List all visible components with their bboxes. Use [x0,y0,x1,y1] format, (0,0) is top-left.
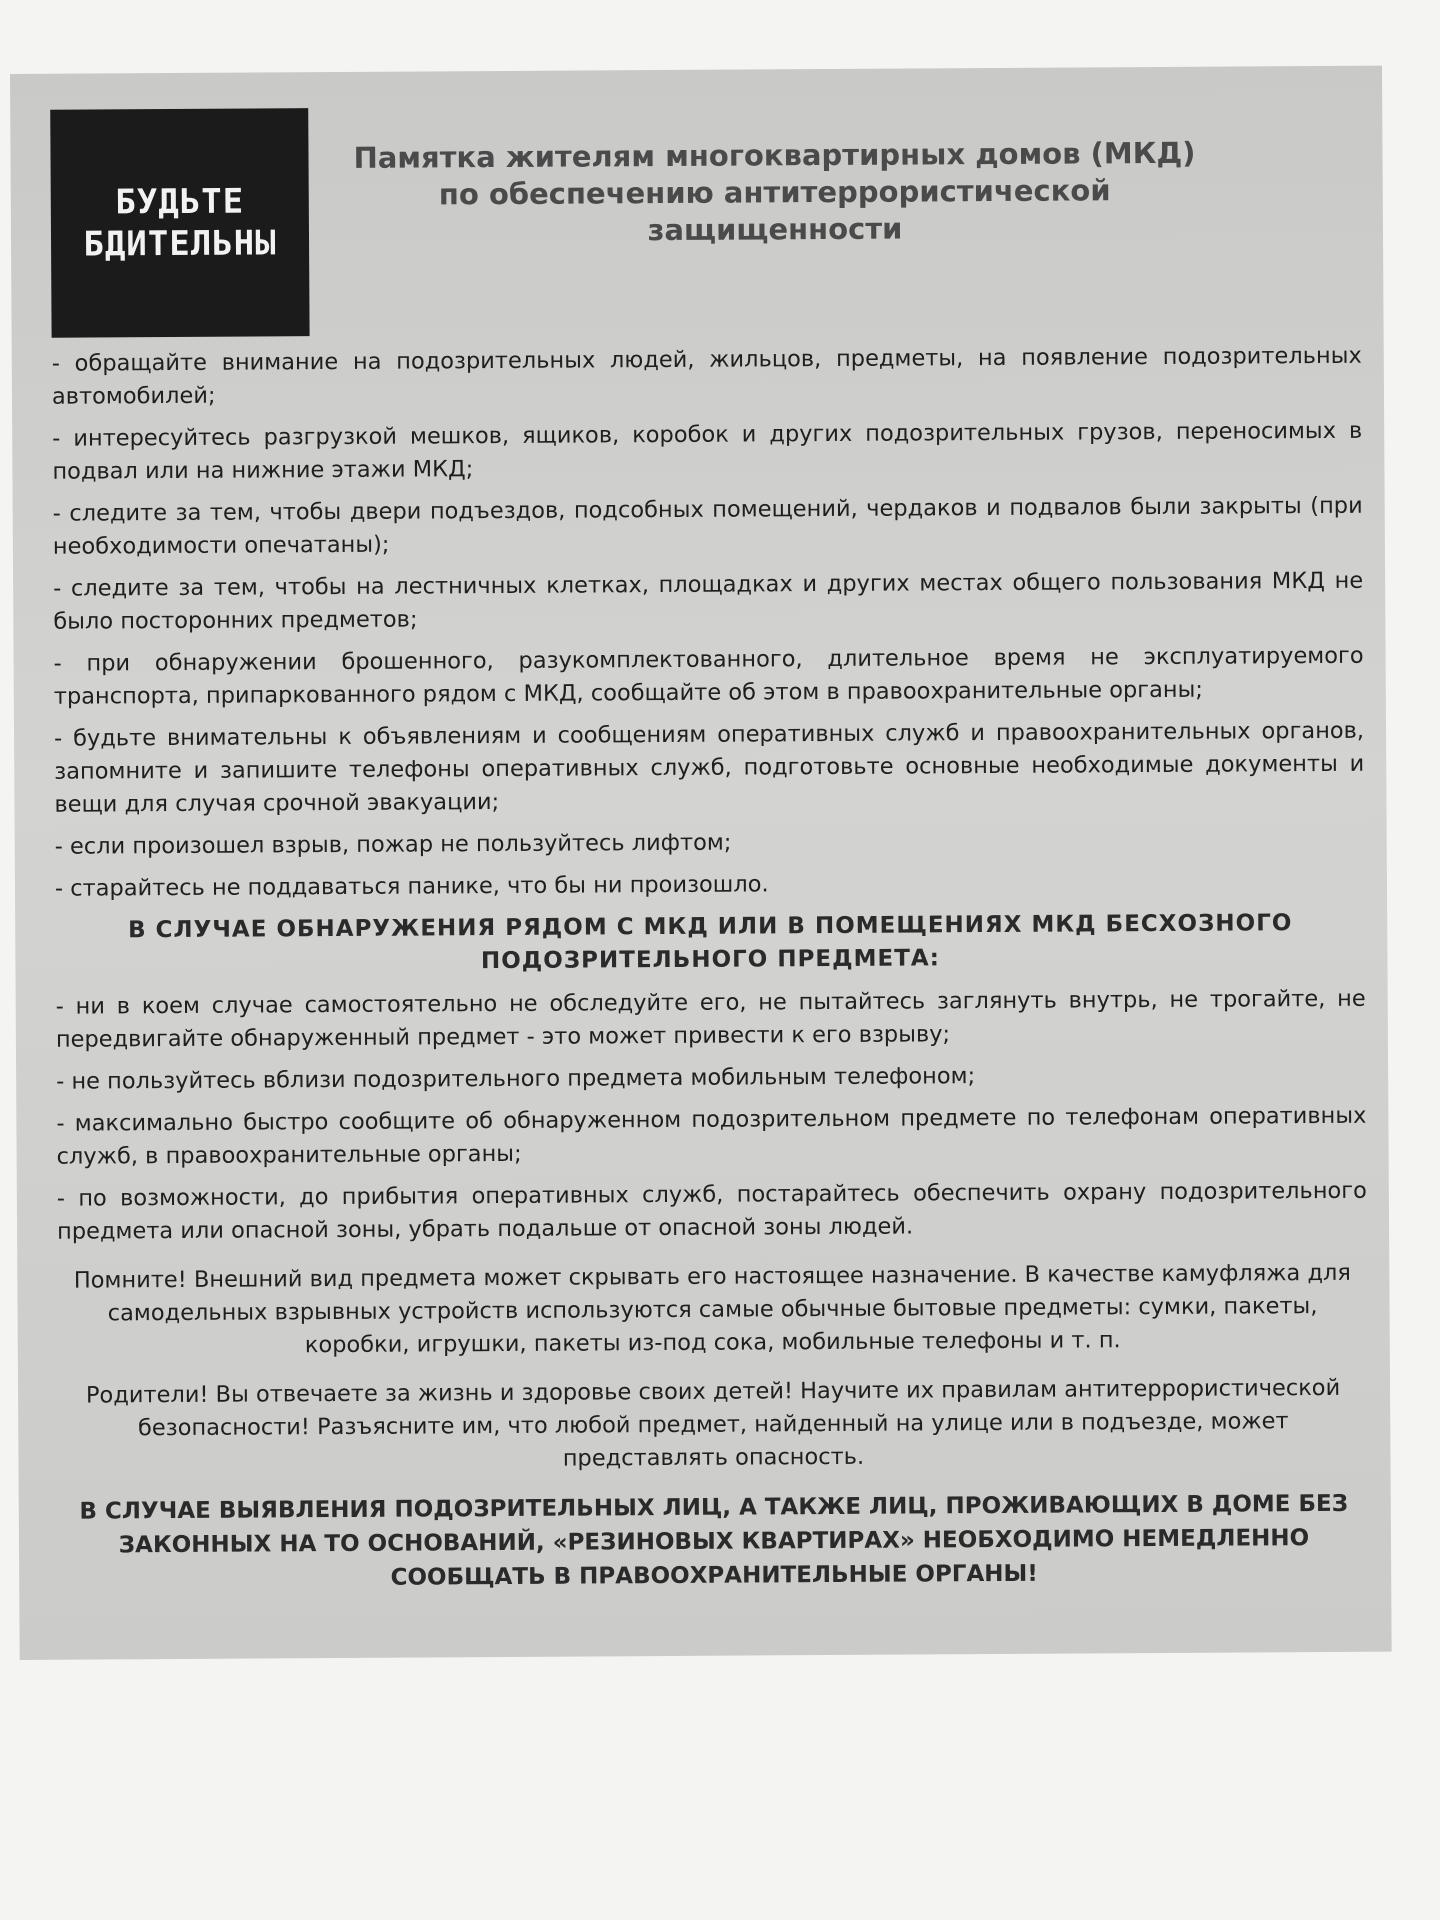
remember-paragraph: Помните! Внешний вид предмета может скрывать его настоящее назначение. В качестве камуфляжа для самодельных взрывных устройств используются самые обычные бытовые предметы: сумки, пакеты, коробки, игрушки, пакеты из-под сока, мобильные телефоны и т. п. [73,1259,1351,1359]
list-item: - следите за тем, чтобы двери подъездов, подсобных помещений, чердаков и подвалов были закрыты (при необходимости опечатаны); [52,492,1363,560]
suspicious-object-heading [55,907,1365,981]
list-item: - старайтесь не поддаваться панике, что бы ни произошло. [54,871,769,902]
be-vigilant-badge [50,108,309,338]
section-heading-line-2: ПОДОЗРИТЕЛЬНОГО ПРЕДМЕТА: [480,945,940,975]
leaflet-title [308,104,1361,251]
list-item: - по возможности, до прибытия оперативных служб, постарайтесь обеспечить охрану подозрительного предмета или опасной зоны, убрать подальше от опасной зоны людей. [56,1177,1367,1245]
parents-paragraph: Родители! Вы отвечаете за жизнь и здоровье своих детей! Научите их правилам антитеррористической безопасности! Разъясните им, что любой предмет, найденный на улице или в подъезде, может представлять опасность. [85,1374,1341,1472]
list-item: - если произошел взрыв, пожар не пользуйтесь лифтом; [54,829,732,860]
title-line-3: защищенности [647,211,903,248]
suspicious-object-list [56,983,1368,1249]
leaflet-header [50,104,1361,342]
recommendations-list [52,340,1365,906]
list-item: - не пользуйтесь вблизи подозрительного предмета мобильным телефоном; [56,1063,976,1095]
list-item: - следите за тем, чтобы на лестничных клетках, площадках и других местах общего пользования МКД не было посторонних предметов; [53,567,1364,635]
final-warning: В СЛУЧАЕ ВЫЯВЛЕНИЯ ПОДОЗРИТЕЛЬНЫХ ЛИЦ, А ТАКЖЕ ЛИЦ, ПРОЖИВАЮЩИХ В ДОМЕ БЕЗ ЗАКОННЫХ НА ТО ОСНОВАНИЙ, «РЕЗИНОВЫХ КВАРТИРАХ» НЕОБХОДИМО НЕМЕДЛЕННО СООБЩАТЬ В ПРАВООХРАНИТЕЛЬНЫЕ ОРГАНЫ! [79,1490,1349,1591]
section-heading-line-1: В СЛУЧАЕ ОБНАРУЖЕНИЯ РЯДОМ С МКД ИЛИ В ПОМЕЩЕНИЯХ МКД БЕСХОЗНОГО [127,910,1293,944]
leaflet-sheet [10,66,1392,1660]
title-line-1: Памятка жителям многоквартирных домов (МКД) [353,135,1196,175]
list-item: - ни в коем случае самостоятельно не обследуйте его, не пытайтесь заглянуть внутрь, не трогайте, не передвигайте обнаруженный предмет - это может привести к его взрыву; [55,985,1366,1053]
list-item: - будьте внимательны к объявлениям и сообщениям оперативных служб и правоохранительных органов, запомните и запишите телефоны оперативных служб, подготовьте основные необходимые документы и вещи для случая срочной эвакуации; [53,717,1365,818]
badge-line-2: БДИТЕЛЬНЫ [83,223,277,265]
list-item: - интересуйтесь разгрузкой мешков, ящиков, коробок и других подозрительных грузов, переносимых в подвал или на нижние этажи МКД; [52,417,1363,485]
badge-line-1: БУДЬТЕ [115,181,245,223]
list-item: - максимально быстро сообщите об обнаруженном подозрительном предмете по телефонам оперативных служб, в правоохранительные органы; [56,1102,1367,1170]
list-item: - при обнаружении брошенного, разукомплектованного, длительное время не эксплуатируемого транспорта, припаркованного рядом с МКД, сообщайте об этом в правоохранительные органы; [53,642,1364,710]
list-item: - обращайте внимание на подозрительных людей, жильцов, предметы, на появление подозрительных автомобилей; [51,342,1362,410]
title-line-2: по обеспечению антитеррористической [438,173,1111,212]
